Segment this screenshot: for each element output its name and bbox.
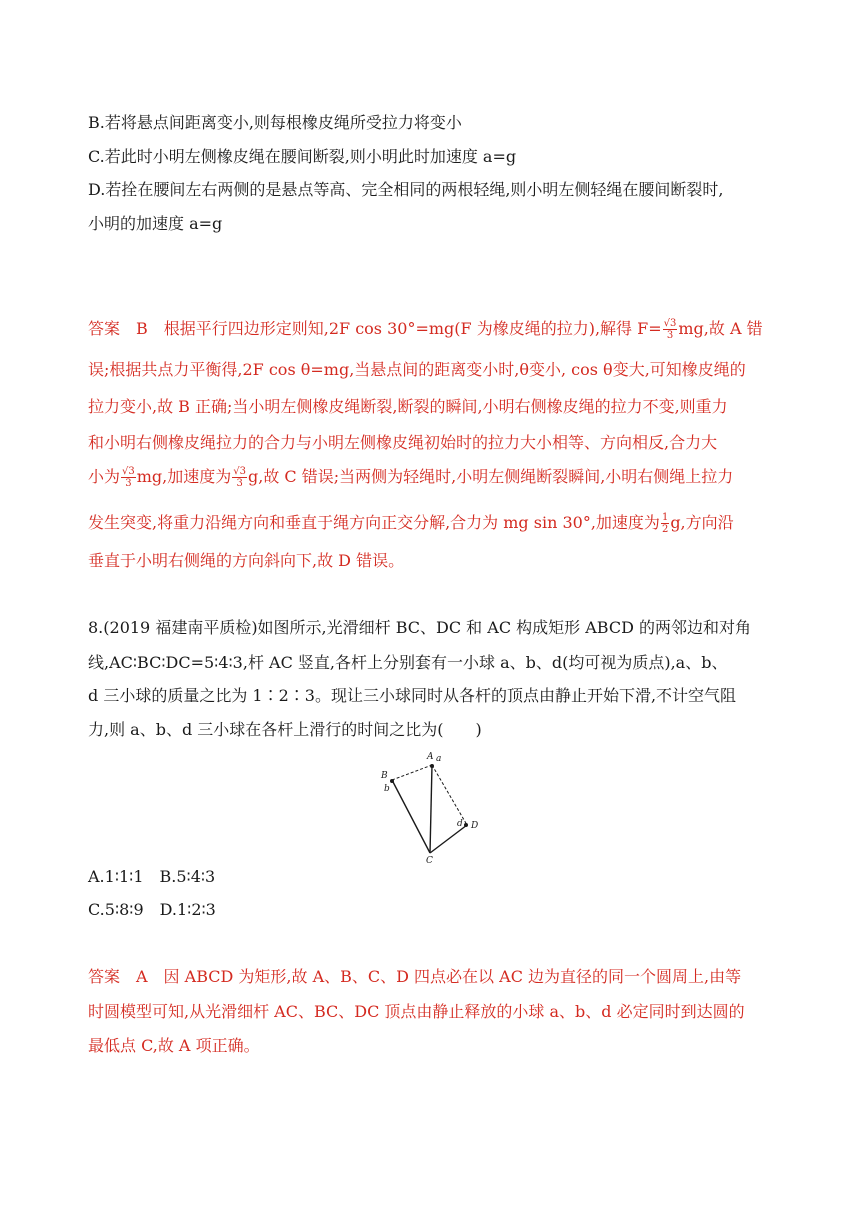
q7-answer-line2: 误;根据共点力平衡得,2F cos θ=mg,当悬点间的距离变小时,θ变小, cos θ变大,可知橡皮绳的 (88, 360, 746, 379)
q7-answer-line5 (88, 466, 788, 489)
answer-text: 发生突变,将重力沿绳方向和垂直于绳方向正交分解,合力为 mg sin 30°,加速度为 (88, 513, 660, 532)
q7-answer-line3: 拉力变小,故 B 正确;当小明左侧橡皮绳断裂,断裂的瞬间,小明右侧橡皮绳的拉力不变,则重力 (88, 397, 728, 416)
fraction-sqrt3-over-3: $\frac{√3}{3}$ (233, 466, 246, 489)
fraction-sqrt3-over-3: $\frac{√3}{3}$ (663, 318, 677, 341)
fraction-sqrt3-over-3: $\frac{√3}{3}$ (122, 466, 135, 489)
label-point-c: C (426, 856, 433, 865)
label-point-d: D (471, 821, 479, 831)
q8-answer-line3: 最低点 C,故 A 项正确。 (88, 1036, 260, 1055)
answer-text: 答案 B 根据平行四边形定则知,2F cos 30°=mg(F 为橡皮绳的拉力),解得 F= (88, 319, 662, 338)
label-ball-a: a (436, 754, 442, 764)
q8-stem-line3: d 三小球的质量之比为 1∶2∶3。现让三小球同时从各杆的顶点由静止开始下滑,不计空气阻 (88, 686, 737, 705)
label-ball-d: d (457, 819, 463, 829)
q8-stem-line4: 力,则 a、b、d 三小球在各杆上滑行的时间之比为( ) (88, 720, 482, 739)
q7-answer-line6 (88, 512, 788, 535)
rod-ac (430, 765, 432, 853)
edge-ad-dashed (432, 765, 467, 825)
q7-option-c: C.若此时小明左侧橡皮绳在腰间断裂,则小明此时加速度 a=g (88, 147, 517, 166)
q8-options-line1: A.1∶1∶1 B.5∶4∶3 (88, 867, 216, 886)
q7-answer-line1 (88, 318, 788, 341)
ball-d (464, 823, 468, 827)
q7-option-b: B.若将悬点间距离变小,则每根橡皮绳所受拉力将变小 (88, 113, 462, 132)
answer-text: mg,故 A 错 (678, 319, 763, 338)
label-point-b: B (381, 771, 388, 781)
q8-options-line2: C.5∶8∶9 D.1∶2∶3 (88, 900, 216, 919)
label-point-a: A (427, 752, 434, 762)
answer-text: mg,加速度为 (136, 467, 232, 486)
q7-option-d-line1: D.若拴在腰间左右两侧的是悬点等高、完全相同的两根轻绳,则小明左侧轻绳在腰间断裂时, (88, 180, 724, 199)
answer-text: g,故 C 错误;当两侧为轻绳时,小明左侧绳断裂瞬间,小明右侧绳上拉力 (248, 467, 734, 486)
edge-ab-dashed (392, 765, 432, 780)
answer-text: 小为 (88, 467, 121, 486)
rectangle-abcd-figure (370, 745, 500, 865)
answer-text: g,方向沿 (670, 513, 734, 532)
q8-stem-line2: 线,AC∶BC∶DC=5∶4∶3,杆 AC 竖直,各杆上分别套有一小球 a、b、d(均可视为质点),a、b、 (88, 653, 728, 672)
figure-svg (370, 745, 500, 865)
q7-answer-line4: 和小明右侧橡皮绳拉力的合力与小明左侧橡皮绳初始时的拉力大小相等、方向相反,合力大 (88, 433, 718, 452)
q8-answer-line2: 时圆模型可知,从光滑细杆 AC、BC、DC 顶点由静止释放的小球 a、b、d 必定同时到达圆的 (88, 1002, 745, 1021)
rod-bc (392, 780, 430, 853)
label-ball-b: b (384, 784, 390, 794)
ball-b (390, 779, 394, 783)
q8-answer-line1: 答案 A 因 ABCD 为矩形,故 A、B、C、D 四点必在以 AC 边为直径的同一个圆周上,由等 (88, 967, 742, 986)
fraction-one-half: $\frac{1}{2}$ (661, 512, 669, 535)
q7-option-d-line2: 小明的加速度 a=g (88, 214, 223, 233)
q8-stem-line1: 8.(2019 福建南平质检)如图所示,光滑细杆 BC、DC 和 AC 构成矩形 ABCD 的两邻边和对角 (88, 618, 752, 637)
rod-dc (430, 825, 467, 853)
ball-a (430, 764, 434, 768)
q7-answer-line7: 垂直于小明右侧绳的方向斜向下,故 D 错误。 (88, 551, 405, 570)
